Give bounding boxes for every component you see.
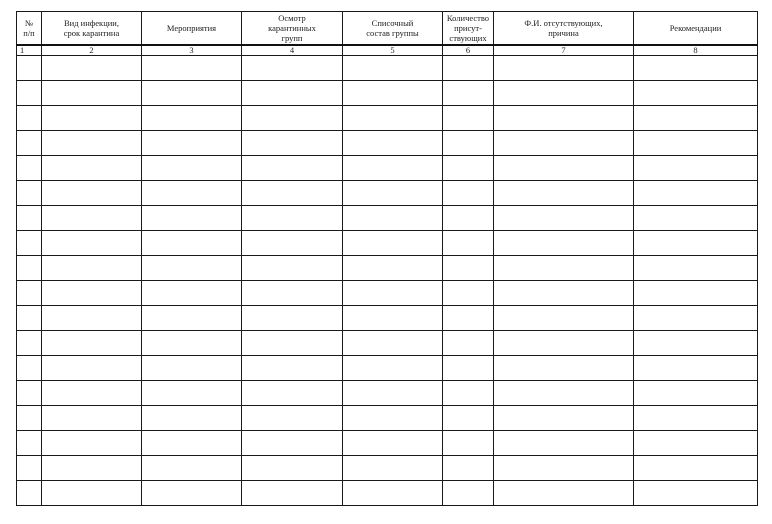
cell-group-inspection[interactable] (242, 481, 343, 506)
cell-present-count[interactable] (443, 431, 494, 456)
header-recommendations (634, 12, 758, 46)
cell-present-count[interactable] (443, 206, 494, 231)
cell-number[interactable] (17, 456, 42, 481)
cell-number[interactable] (17, 56, 42, 81)
header-group-inspection-label: Осмотр карантинных групп (268, 13, 316, 43)
cell-measures[interactable] (142, 306, 242, 331)
cell-group-roster[interactable] (343, 181, 443, 206)
cell-number[interactable] (17, 281, 42, 306)
cell-group-inspection[interactable] (242, 106, 343, 131)
header-infection-type (42, 12, 142, 46)
cell-measures[interactable] (142, 381, 242, 406)
column-number: 7 (494, 45, 634, 56)
cell-recommendations[interactable] (634, 256, 758, 281)
cell-absent-names[interactable] (494, 306, 634, 331)
cell-absent-names[interactable] (494, 331, 634, 356)
cell-group-inspection[interactable] (242, 306, 343, 331)
cell-number[interactable] (17, 231, 42, 256)
cell-infection-type[interactable] (42, 206, 142, 231)
cell-group-roster[interactable] (343, 56, 443, 81)
cell-group-roster[interactable] (343, 106, 443, 131)
cell-present-count[interactable] (443, 481, 494, 506)
cell-infection-type[interactable] (42, 356, 142, 381)
cell-number[interactable] (17, 431, 42, 456)
cell-number[interactable] (17, 356, 42, 381)
cell-recommendations[interactable] (634, 481, 758, 506)
cell-group-inspection[interactable] (242, 356, 343, 381)
cell-group-inspection[interactable] (242, 256, 343, 281)
cell-recommendations[interactable] (634, 56, 758, 81)
cell-number[interactable] (17, 381, 42, 406)
cell-number[interactable] (17, 481, 42, 506)
cell-present-count[interactable] (443, 256, 494, 281)
cell-absent-names[interactable] (494, 106, 634, 131)
table-row (17, 331, 758, 356)
cell-absent-names[interactable] (494, 456, 634, 481)
cell-recommendations[interactable] (634, 131, 758, 156)
quarantine-journal-sheet (16, 11, 758, 506)
cell-infection-type[interactable] (42, 381, 142, 406)
header-number-label: № п/п (23, 18, 35, 38)
cell-present-count[interactable] (443, 356, 494, 381)
cell-infection-type[interactable] (42, 256, 142, 281)
column-number: 8 (634, 45, 758, 56)
cell-present-count[interactable] (443, 231, 494, 256)
cell-measures[interactable] (142, 456, 242, 481)
cell-recommendations[interactable] (634, 206, 758, 231)
header-infection-type-label: Вид инфекции, срок карантина (63, 18, 120, 38)
cell-present-count[interactable] (443, 81, 494, 106)
cell-group-inspection[interactable] (242, 231, 343, 256)
cell-group-inspection[interactable] (242, 131, 343, 156)
cell-absent-names[interactable] (494, 431, 634, 456)
cell-measures[interactable] (142, 256, 242, 281)
cell-infection-type[interactable] (42, 131, 142, 156)
cell-measures[interactable] (142, 131, 242, 156)
cell-recommendations[interactable] (634, 406, 758, 431)
cell-recommendations[interactable] (634, 81, 758, 106)
column-number: 1 (17, 45, 42, 56)
cell-group-roster[interactable] (343, 81, 443, 106)
cell-group-roster[interactable] (343, 256, 443, 281)
cell-measures[interactable] (142, 181, 242, 206)
cell-present-count[interactable] (443, 56, 494, 81)
cell-absent-names[interactable] (494, 256, 634, 281)
cell-group-inspection[interactable] (242, 431, 343, 456)
header-absent-names-label: Ф.И. отсутствующих, причина (524, 18, 603, 38)
cell-number[interactable] (17, 256, 42, 281)
cell-present-count[interactable] (443, 306, 494, 331)
cell-absent-names[interactable] (494, 381, 634, 406)
cell-infection-type[interactable] (42, 181, 142, 206)
table-row (17, 306, 758, 331)
cell-present-count[interactable] (443, 456, 494, 481)
header-row (17, 12, 758, 46)
cell-present-count[interactable] (443, 106, 494, 131)
column-number: 3 (142, 45, 242, 56)
header-group-roster-label: Списочный состав группы (366, 18, 419, 38)
table-row (17, 56, 758, 81)
cell-group-inspection[interactable] (242, 456, 343, 481)
column-number: 4 (242, 45, 343, 56)
cell-group-roster[interactable] (343, 206, 443, 231)
cell-infection-type[interactable] (42, 106, 142, 131)
cell-number[interactable] (17, 81, 42, 106)
cell-infection-type[interactable] (42, 156, 142, 181)
header-group-roster (343, 12, 443, 46)
cell-group-roster[interactable] (343, 331, 443, 356)
cell-absent-names[interactable] (494, 156, 634, 181)
cell-present-count[interactable] (443, 406, 494, 431)
table-row (17, 131, 758, 156)
header-present-count (443, 12, 494, 46)
cell-recommendations[interactable] (634, 431, 758, 456)
cell-group-inspection[interactable] (242, 81, 343, 106)
table-row (17, 156, 758, 181)
cell-group-roster[interactable] (343, 281, 443, 306)
cell-group-roster[interactable] (343, 456, 443, 481)
cell-infection-type[interactable] (42, 56, 142, 81)
cell-recommendations[interactable] (634, 331, 758, 356)
cell-recommendations[interactable] (634, 181, 758, 206)
table-row (17, 406, 758, 431)
cell-infection-type[interactable] (42, 306, 142, 331)
cell-measures[interactable] (142, 156, 242, 181)
journal-body (17, 56, 758, 506)
table-row (17, 381, 758, 406)
table-row (17, 281, 758, 306)
cell-group-roster[interactable] (343, 406, 443, 431)
table-row (17, 456, 758, 481)
cell-number[interactable] (17, 181, 42, 206)
cell-absent-names[interactable] (494, 181, 634, 206)
cell-number[interactable] (17, 306, 42, 331)
cell-recommendations[interactable] (634, 156, 758, 181)
cell-number[interactable] (17, 106, 42, 131)
quarantine-journal-table (16, 11, 758, 506)
cell-recommendations[interactable] (634, 306, 758, 331)
cell-measures[interactable] (142, 356, 242, 381)
header-absent-names (494, 12, 634, 46)
cell-group-roster[interactable] (343, 306, 443, 331)
cell-recommendations[interactable] (634, 231, 758, 256)
cell-group-roster[interactable] (343, 381, 443, 406)
cell-group-roster[interactable] (343, 131, 443, 156)
cell-group-inspection[interactable] (242, 281, 343, 306)
column-number: 5 (343, 45, 443, 56)
cell-present-count[interactable] (443, 281, 494, 306)
cell-number[interactable] (17, 206, 42, 231)
cell-number[interactable] (17, 406, 42, 431)
header-number (17, 12, 42, 46)
cell-infection-type[interactable] (42, 456, 142, 481)
cell-present-count[interactable] (443, 181, 494, 206)
header-measures (142, 12, 242, 46)
cell-present-count[interactable] (443, 381, 494, 406)
cell-absent-names[interactable] (494, 131, 634, 156)
cell-present-count[interactable] (443, 131, 494, 156)
cell-group-inspection[interactable] (242, 206, 343, 231)
cell-group-roster[interactable] (343, 231, 443, 256)
cell-measures[interactable] (142, 106, 242, 131)
column-number: 2 (42, 45, 142, 56)
cell-recommendations[interactable] (634, 456, 758, 481)
header-group-inspection (242, 12, 343, 46)
cell-group-roster[interactable] (343, 481, 443, 506)
cell-measures[interactable] (142, 231, 242, 256)
cell-measures[interactable] (142, 331, 242, 356)
cell-group-inspection[interactable] (242, 381, 343, 406)
column-number-row (17, 45, 758, 56)
cell-measures[interactable] (142, 206, 242, 231)
cell-infection-type[interactable] (42, 406, 142, 431)
cell-present-count[interactable] (443, 156, 494, 181)
cell-group-roster[interactable] (343, 431, 443, 456)
header-recommendations-label: Рекомендации (669, 23, 722, 33)
cell-measures[interactable] (142, 481, 242, 506)
cell-present-count[interactable] (443, 331, 494, 356)
table-row (17, 356, 758, 381)
cell-measures[interactable] (142, 431, 242, 456)
header-present-count-label: Количество присут- ствующих (446, 13, 490, 43)
table-row (17, 481, 758, 506)
cell-group-inspection[interactable] (242, 331, 343, 356)
cell-group-inspection[interactable] (242, 56, 343, 81)
cell-absent-names[interactable] (494, 56, 634, 81)
cell-number[interactable] (17, 156, 42, 181)
cell-measures[interactable] (142, 281, 242, 306)
table-row (17, 81, 758, 106)
column-number: 6 (443, 45, 494, 56)
cell-recommendations[interactable] (634, 106, 758, 131)
cell-group-roster[interactable] (343, 356, 443, 381)
cell-infection-type[interactable] (42, 331, 142, 356)
cell-absent-names[interactable] (494, 231, 634, 256)
cell-measures[interactable] (142, 56, 242, 81)
cell-infection-type[interactable] (42, 81, 142, 106)
table-row (17, 231, 758, 256)
cell-infection-type[interactable] (42, 281, 142, 306)
cell-measures[interactable] (142, 406, 242, 431)
cell-group-inspection[interactable] (242, 181, 343, 206)
cell-infection-type[interactable] (42, 231, 142, 256)
cell-infection-type[interactable] (42, 481, 142, 506)
cell-recommendations[interactable] (634, 356, 758, 381)
table-row (17, 181, 758, 206)
cell-measures[interactable] (142, 81, 242, 106)
cell-absent-names[interactable] (494, 206, 634, 231)
cell-infection-type[interactable] (42, 431, 142, 456)
cell-number[interactable] (17, 331, 42, 356)
table-row (17, 431, 758, 456)
cell-recommendations[interactable] (634, 281, 758, 306)
cell-group-inspection[interactable] (242, 156, 343, 181)
cell-number[interactable] (17, 131, 42, 156)
cell-absent-names[interactable] (494, 481, 634, 506)
cell-group-inspection[interactable] (242, 406, 343, 431)
cell-recommendations[interactable] (634, 381, 758, 406)
cell-absent-names[interactable] (494, 281, 634, 306)
table-row (17, 106, 758, 131)
cell-absent-names[interactable] (494, 81, 634, 106)
header-measures-label: Мероприятия (166, 23, 217, 33)
table-row (17, 256, 758, 281)
cell-group-roster[interactable] (343, 156, 443, 181)
cell-absent-names[interactable] (494, 356, 634, 381)
table-row (17, 206, 758, 231)
cell-absent-names[interactable] (494, 406, 634, 431)
